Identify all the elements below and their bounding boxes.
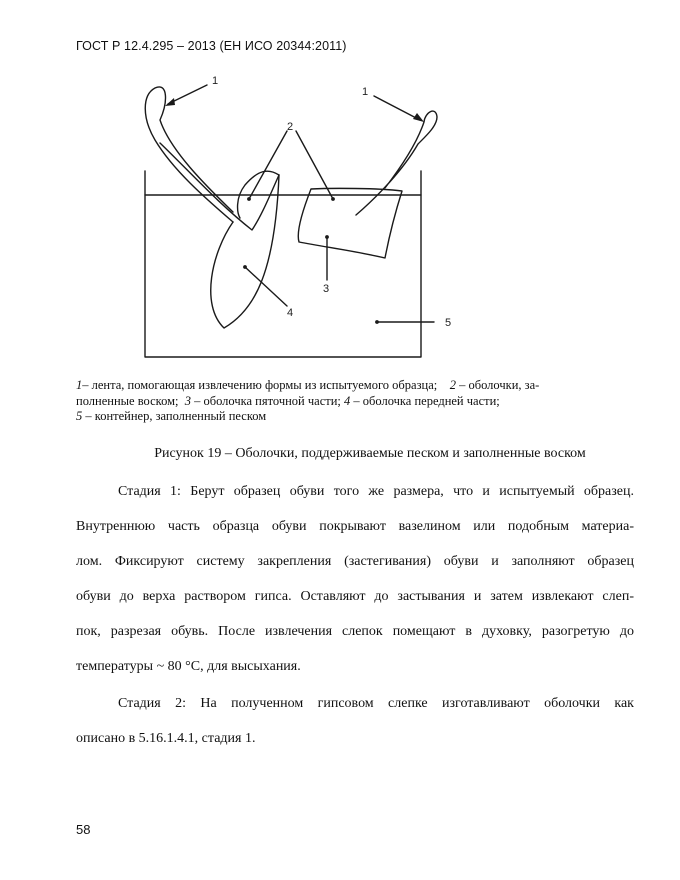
document-header: ГОСТ Р 12.4.295 – 2013 (ЕН ИСО 20344:2011) [76,39,347,53]
heel-shell-left [160,143,279,230]
figure-19 [0,0,680,380]
container-outline [145,171,421,357]
callout-1-left: 1 [212,75,219,87]
callout-5: 5 [445,317,452,329]
text-line: Стадия 1: Берут образец обуви того же размера, что и испытуемый образец. [118,484,634,499]
text-line: пок, разрезая обувь. После извлечения слепок помещают в духовку, разогретую до [76,624,634,639]
right-ribbon [356,111,437,215]
figure-caption: Рисунок 19 – Оболочки, поддерживаемые песком и заполненные воском [154,446,586,461]
legend-line-2: полненные воском; 3 – оболочка пяточной части; 4 – оболочка передней части; [76,393,500,408]
paragraph-stage-2 [76,697,634,767]
text-line: описано в 5.16.1.4.1, стадия 1. [76,731,256,746]
paragraph-stage-1 [76,485,634,695]
text-line: обуви до верха раствором гипса. Оставляют до застывания и затем извлекают слеп- [76,589,634,604]
legend-line-3: 5 – контейнер, заполненный песком [76,409,267,423]
text-line: Внутреннюю часть образца обуви покрывают вазелином или подобным материа- [76,519,634,534]
page-number: 58 [76,822,91,837]
callout-4: 4 [287,307,294,319]
text-line: Стадия 2: На полученном гипсовом слепке изготавливают оболочки как [118,696,634,711]
callout-2: 2 [287,121,294,133]
callout-1-right: 1 [362,86,369,98]
figure-drawing [0,0,680,380]
legend-line-1: 1– лента, помогающая извлечению формы из испытуемого образца; 2 – оболочки, за- [76,378,540,392]
right-shell [298,188,402,258]
callout-3: 3 [323,283,330,295]
text-line: лом. Фиксируют систему закрепления (застегивания) обуви и заполняют образец [76,554,634,569]
figure-legend [76,378,616,425]
text-line: температуры ~ 80 °С, для высыхания. [76,659,301,674]
